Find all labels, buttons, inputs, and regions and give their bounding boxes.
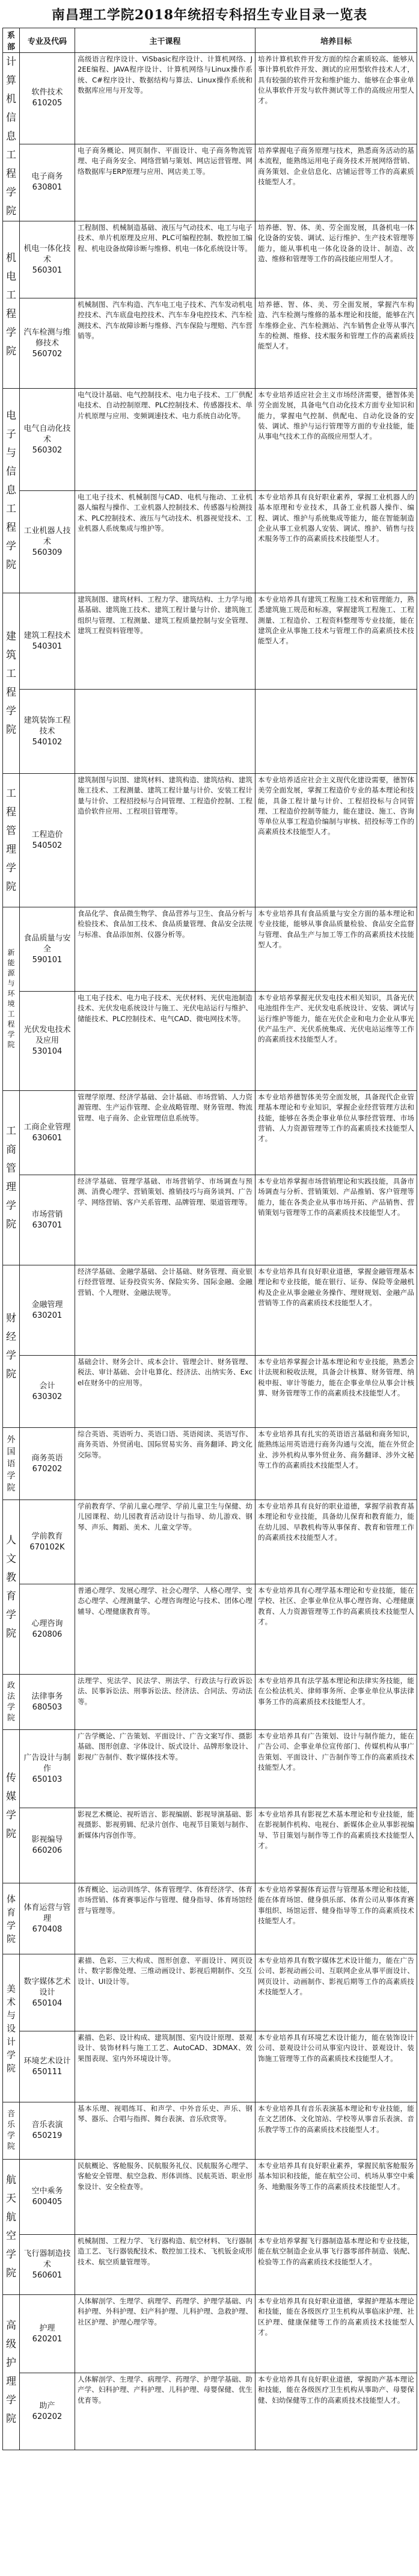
dept-cell: 工程管理学院: [3, 774, 20, 907]
major-cell: [20, 298, 75, 389]
major-cell: [20, 1356, 75, 1428]
major-cell: [20, 1265, 75, 1356]
major-code: 560301: [32, 265, 63, 275]
goal-cell: 本专业培养具有良好职业素养，掌握工业机器人的基本原理和专业技术，具备工业机器人操作、编程、调试、维护与系统集成等能力，能在智能制造企业从事工业机器人安装、调试、维护、销售与技术服务等工作的高素质技术技能型人才。: [255, 491, 417, 593]
header-dept: 系部: [3, 28, 20, 53]
courses-cell: 人体解剖学、生理学、病理学、药理学、护理学基础、助产学、妇科护理、产科护理、儿科护理、母婴保健、优生优育等。: [75, 2373, 255, 2450]
major-code: 680503: [32, 1702, 63, 1712]
table-header-row: [3, 28, 417, 53]
major-name: 广告设计与制作: [23, 1753, 71, 1773]
goal-cell: 本专业培养适应社会主义市场经济需要，德智体美劳全面发展，具备电气自动化技术方面专业知识和能力，掌握电气控制、供配电、自动化设备的安装、调试、维护与运行管理等方面的专业技能，能从事电气技术工作的高级应用型人才。: [255, 389, 417, 491]
dept-cell: 建筑工程学院: [3, 593, 20, 774]
major-name: 软件技术: [31, 88, 63, 97]
major-name: 护理: [39, 2323, 55, 2333]
table-row: [3, 1954, 417, 2031]
major-name: 建筑装饰工程技术: [23, 715, 71, 736]
major-name: 心理咨询: [31, 1619, 63, 1628]
goal-cell: 本专业培养具有广告策划、设计与制作能力，能在广告公司、企事业单位宣传部门、传媒机构从事广告策划、平面设计、广告制作等工作的高素质技术技能型人才。: [255, 1730, 417, 1808]
major-cell: [20, 53, 75, 144]
table-row: [3, 389, 417, 491]
courses-cell: 食品化学、食品微生物学、食品营养与卫生、食品分析与检验技术、食品加工技术、食品质量管理、食品安全法规与标准、食品添加剂、仪器分析等。: [75, 907, 255, 992]
major-code: 540502: [32, 841, 63, 850]
major-name: 环境艺术设计: [23, 2056, 71, 2066]
courses-cell: [75, 690, 255, 774]
goal-cell: [255, 690, 417, 774]
major-code: 670102K: [29, 1542, 65, 1552]
table-row: [3, 774, 417, 907]
courses-cell: 电子商务概论、网页制作、平面设计、电子商务物流管理、电子商务安全、网络营销与策划、网店运营管理、网络数据库与ERP原理与应用、网店美工等。: [75, 144, 255, 221]
major-code: 650104: [32, 1998, 63, 2008]
major-name: 会计: [39, 1381, 55, 1391]
major-cell: [20, 1584, 75, 1675]
table-row: [3, 593, 417, 690]
major-cell: [20, 2235, 75, 2295]
dept-cell: 航天航空学院: [3, 2160, 20, 2295]
courses-cell: 工程制图、机械制造基础、液压与气动技术、电工与电子技术、单片机原理及应用、PLC可编程控制、数控加工编程、机电设备故障诊断与维修、机电一体化系统设计等。: [75, 221, 255, 298]
major-cell: [20, 1883, 75, 1954]
goal-cell: 本专业培养德智体美劳全面发展，具备现代企业管理基本理论和专业知识，掌握企业经营管理方法和技能，能够在各类企事业单位从事经营管理、市场营销、人力资源管理等工作的高素质技术技能型人才。: [255, 1091, 417, 1175]
goal-cell: 本专业培养掌握光伏发电技术相关知识，具备光伏电池组件生产、光伏发电系统设计、安装、调试与运行维护等能力，能在光伏企业和电力企业从事光伏产品生产、光伏系统集成、光伏电站运维等工作的高素质技术技能型人才。: [255, 992, 417, 1091]
major-code: 650103: [32, 1774, 63, 1784]
goal-cell: 本专业培养掌握飞行器制造基本理论和专业技能，能在航空制造企业从事飞行器零部件制造、装配、检验等工作的高素质技术技能型人才。: [255, 2235, 417, 2295]
courses-cell: 人体解剖学、生理学、病理学、药理学、护理学基础、内科护理、外科护理、妇产科护理、儿科护理、急救护理、社区护理、护理心理学等。: [75, 2295, 255, 2373]
goal-cell: 本专业培养具有扎实的英语语言基础和商务知识，能熟练运用英语进行商务沟通与交流，能在外贸企业、涉外机构从事外贸业务、商务翻译、涉外文秘等工作的高素质技术技能型人才。: [255, 1428, 417, 1500]
major-cell: [20, 593, 75, 690]
major-code: 540102: [32, 737, 63, 747]
dept-cell: 美术与设计学院: [3, 1954, 20, 2102]
major-name: 市场营销: [31, 1209, 63, 1219]
major-cell: [20, 144, 75, 221]
table-row: [3, 221, 417, 298]
table-row: [3, 2235, 417, 2295]
major-cell: [20, 1730, 75, 1808]
major-name: 工业机器人技术: [23, 526, 71, 546]
goal-cell: 本专业培养具有食品质量与安全方面的基本理论和专业技能，能够从事食品质量检验、食品安全监督与管理、食品生产与加工等工作的高素质技术技能型人才。: [255, 907, 417, 992]
major-code: 600405: [32, 2198, 63, 2207]
dept-cell: 财经学院: [3, 1265, 20, 1428]
major-name: 机电一体化技术: [23, 244, 71, 264]
table-row: [3, 1584, 417, 1675]
major-code: 630701: [32, 1220, 63, 1230]
major-cell: [20, 2295, 75, 2373]
courses-cell: 机械制图、汽车构造、汽车电工电子技术、汽车发动机电控技术、汽车底盘电控技术、汽车车身电控技术、汽车检测技术、汽车故障诊断与维修、汽车保险与理赔、汽车营销等。: [75, 298, 255, 389]
major-code: 630801: [32, 183, 63, 193]
dept-cell: 体育学院: [3, 1883, 20, 1954]
courses-cell: 法理学、宪法学、民法学、刑法学、行政法与行政诉讼法、民事诉讼法、刑事诉讼法、经济法、合同法、劳动法等。: [75, 1675, 255, 1730]
major-code: 670202: [32, 1464, 63, 1474]
goal-cell: 本专业培养具有良好职业道德，掌握金融管理基本理论和专业技能，能在银行、证券、保险等金融机构及企业从事金融业务操作、理财规划、金融产品营销等工作的高素质技术技能型人才。: [255, 1265, 417, 1356]
major-code: 610205: [32, 99, 63, 108]
courses-cell: 影视艺术概论、视听语言、影视编剧、影视导演基础、影视摄影、影视剪辑、纪录片创作、电视节目策划与制作、新媒体内容创作等。: [75, 1808, 255, 1883]
table-row: [3, 1730, 417, 1808]
table-row: [3, 2031, 417, 2102]
major-cell: [20, 389, 75, 491]
goal-cell: 培养掌握电子商务原理与技术，熟悉商务活动的基本流程，能熟练运用电子商务技术开展网络营销、商务策划、企业信息化、店铺运营等工作的高素质技能型人才。: [255, 144, 417, 221]
table-row: [3, 144, 417, 221]
major-cell: [20, 1954, 75, 2031]
major-cell: [20, 1500, 75, 1584]
major-code: 530104: [32, 1047, 63, 1056]
major-name: 空中乘务: [31, 2187, 63, 2196]
table-row: [3, 2160, 417, 2235]
header-goal: 培养目标: [255, 28, 417, 53]
header-major: 专业及代码: [20, 28, 75, 53]
goal-cell: 本专业培养具有心理学基本理论和专业技能，能在学校、社区、企事业单位从事心理咨询、心理健康教育、人力资源管理等工作的高素质技术技能型人才。: [255, 1584, 417, 1675]
major-code: 590101: [32, 955, 63, 965]
table-row: [3, 907, 417, 992]
goal-cell: 本专业培养掌握体育运营与管理基本理论和技能，能在体育场馆、健身俱乐部、体育公司从事体育赛事组织、场馆运营、健身指导等工作的高素质技术技能型人才。: [255, 1883, 417, 1954]
table-row: [3, 1675, 417, 1730]
goal-cell: 本专业培养具有良好职业素养，掌握民航客舱服务基本知识和技能，能在航空公司、机场从事空中乘务、地勤服务等工作的高素质技术技能型人才。: [255, 2160, 417, 2235]
major-name: 音乐表演: [31, 2120, 63, 2130]
goal-cell: 本专业培养具有环境艺术设计能力，能在装饰设计公司、景观设计公司从事室内设计、景观设计、装饰施工管理等工作的高素质技术技能型人才。: [255, 2031, 417, 2102]
major-name: 电气自动化技术: [23, 424, 71, 444]
major-code: 650219: [32, 2131, 63, 2140]
courses-cell: 综合英语、英语听力、英语口语、英语阅读、英语写作、商务英语、外贸函电、国际贸易实务、商务翻译、跨文化交际等。: [75, 1428, 255, 1500]
goal-cell: 本专业培养具有建筑工程施工技术和管理能力，熟悉建筑施工规范和标准，掌握建筑工程施工、工程测量、工程造价、工程资料整理等专业技能，能在建筑企业从事施工技术与管理工作的高素质技术技能型人才。: [255, 593, 417, 690]
courses-cell: 学前教育学、学前儿童心理学、学前儿童卫生与保健、幼儿园课程、幼儿园教育活动设计与指导、幼儿游戏、钢琴、声乐、舞蹈、美术、儿童文学等。: [75, 1500, 255, 1584]
courses-cell: 民航概论、客舱服务、民航服务礼仪、民航服务心理学、客舱安全管理、航空急救、形体训练、民航英语、职业形象设计、安全检查等。: [75, 2160, 255, 2235]
courses-cell: 基本乐理、视唱练耳、和声学、中外音乐史、声乐、钢琴、器乐、合唱与指挥、舞台表演、音乐欣赏等。: [75, 2102, 255, 2160]
major-cell: [20, 1175, 75, 1265]
major-name: 汽车检测与维修技术: [23, 327, 71, 348]
major-code: 560302: [32, 445, 63, 455]
table-row: [3, 491, 417, 593]
major-code: 560309: [32, 548, 63, 557]
courses-cell: 电工电子技术、机械制图与CAD、电机与拖动、工业机器人编程与操作、工业机器人控制技术、传感器与检测技术、PLC控制技术、液压与气动技术、机器视觉技术、工业机器人系统集成与维护等。: [75, 491, 255, 593]
goal-cell: 培养德、智、体、美、劳全面发展，掌握汽车构造、汽车检测与维修的基本理论和技能，能够在汽车维修企业、汽车检测站、汽车销售企业等从事汽车的检测、维修、技术服务和管理工作的高素质技能型人才。: [255, 298, 417, 389]
major-name: 数字媒体艺术设计: [23, 1977, 71, 1997]
major-code: 670408: [32, 1924, 63, 1934]
major-cell: [20, 2160, 75, 2235]
table-row: [3, 1428, 417, 1500]
major-name: 食品质量与安全: [23, 933, 71, 954]
courses-cell: 高级语言程序设计、ViSbasic程序设计、计算机网络、J2EE编程、JAVA程序设计、计算机网络与Linux操作系统、C#程序设计、数据结构与算法、Linux操作系统和数据库应用与开发等。: [75, 53, 255, 144]
dept-cell: 电子与信息工程学院: [3, 389, 20, 593]
courses-cell: 经济学基础、管理学基础、市场营销学、市场调查与预测、消费心理学、营销策划、推销技巧与商务谈判、广告学、网络营销、客户关系管理、品牌管理、渠道管理等。: [75, 1175, 255, 1265]
major-name: 光伏发电技术及应用: [23, 1025, 71, 1045]
courses-cell: 素描、色彩、设计构成、建筑制图、室内设计原理、景观设计、装饰材料与施工工艺、AutoCAD、3DMAX、效果图表现、室内外环境设计等。: [75, 2031, 255, 2102]
major-cell: [20, 1808, 75, 1883]
table-row: [3, 53, 417, 144]
dept-cell: 机电工程学院: [3, 221, 20, 389]
goal-cell: 培养德、智、体、美、劳全面发展，具备机电一体化设备的安装、调试、运行维护、生产技术管理等能力，能从事机电一体化设备的设计、制造、改造、维修和管理等工作的高技能应用型人才。: [255, 221, 417, 298]
table-row: [3, 690, 417, 774]
courses-cell: 普通心理学、发展心理学、社会心理学、人格心理学、变态心理学、心理测量学、心理咨询理论与技术、团体心理辅导、心理健康教育等。: [75, 1584, 255, 1675]
major-cell: [20, 992, 75, 1091]
courses-cell: 建筑制图、建筑材料、工程力学、建筑结构、土力学与地基基础、建筑施工技术、建筑工程计量与计价、建筑施工组织与管理、工程测量、建筑工程质量控制与安全管理、建筑工程资料管理等。: [75, 593, 255, 690]
courses-cell: 素描、色彩、三大构成、图形创意、平面设计、网页设计、数字影像处理、三维动画设计、影视后期制作、交互设计、UI设计等。: [75, 1954, 255, 2031]
courses-cell: 基础会计、财务会计、成本会计、管理会计、财务管理、税法、审计基础、会计电算化、经济法、出纳实务、Excel在财务中的应用等。: [75, 1356, 255, 1428]
dept-cell: 人文教育学院: [3, 1500, 20, 1675]
table-row: [3, 1808, 417, 1883]
courses-cell: 经济学基础、金融学基础、会计基础、财务管理、商业银行经营管理、证券投资实务、保险实务、国际金融、金融营销、个人理财、金融法规等。: [75, 1265, 255, 1356]
major-code: 620201: [32, 2334, 63, 2344]
major-name: 建筑工程技术: [23, 631, 71, 640]
goal-cell: 本专业培养具有影视艺术基本理论和专业技能，能在影视制作机构、电视台、新媒体企业从事影视编导、节目策划与制作等工作的高素质技术技能型人才。: [255, 1808, 417, 1883]
dept-cell: 工商管理学院: [3, 1091, 20, 1265]
major-name: 助产: [39, 2401, 55, 2411]
courses-cell: 体育概论、运动训练学、体育管理学、体育经济学、体育市场营销、体育赛事运作与管理、健身指导、体育场馆经营与管理等。: [75, 1883, 255, 1954]
dept-cell: 外国语学院: [3, 1428, 20, 1500]
major-cell: [20, 690, 75, 774]
major-name: 工商企业管理: [23, 1122, 71, 1132]
major-code: 540301: [32, 641, 63, 651]
dept-cell: 计算机信息工程学院: [3, 53, 20, 221]
goal-cell: 本专业培养掌握市场营销理论和实践技能，具备市场调查与分析、营销策划、产品推销、客户管理等能力，能在各类企业从事市场开拓、产品销售、营销策划与管理等工作的高素质技术技能型人才。: [255, 1175, 417, 1265]
major-code: 560702: [32, 349, 63, 359]
major-name: 飞行器制造技术: [23, 2249, 71, 2269]
goal-cell: 本专业培养具有良好的职业道德，掌握学前教育基本理论和专业技能，具备幼儿保育和教育能力，能在幼儿园、早教机构等从事保育、教育和管理工作的高素质技术技能型人才。: [255, 1500, 417, 1584]
table-row: [3, 1265, 417, 1356]
courses-cell: 电气设计基础、电气控制技术、电力电子技术、工厂供配电技术、自动控制原理、PLC控制技术、传感器技术、单片机原理与应用、变频调速技术、电力系统自动化等。: [75, 389, 255, 491]
major-name: 法律事务: [31, 1691, 63, 1701]
major-cell: [20, 1091, 75, 1175]
table-row: [3, 298, 417, 389]
major-cell: [20, 774, 75, 907]
header-courses: 主干课程: [75, 28, 255, 53]
major-code: 630201: [32, 1311, 63, 1320]
goal-cell: 本专业培养具有良好职业道德，掌握护理基本理论和技能，能在各级医疗卫生机构从事临床护理、社区护理、健康保健等工作的高素质技术技能型人才。: [255, 2295, 417, 2373]
major-cell: [20, 1428, 75, 1500]
courses-cell: 广告学概论、广告策划、平面设计、广告文案写作、摄影基础、图形创意、字体设计、版式设计、品牌形象设计、影视广告制作、数字媒体技术等。: [75, 1730, 255, 1808]
table-row: [3, 2295, 417, 2373]
table-row: [3, 1091, 417, 1175]
major-cell: [20, 2102, 75, 2160]
page-title: 南昌理工学院2018年统招专科招生专业目录一览表: [51, 7, 368, 23]
table-row: [3, 2373, 417, 2450]
goal-cell: 本专业培养适应社会主义现代化建设需要，德智体美劳全面发展，掌握工程造价专业的基本理论和技能，具备工程计量与计价、工程招投标与合同管理、工程造价控制等能力，能在建设、施工、咨询等单位从事工程造价编制与审核、招投标等工作的高素质技术技能型人才。: [255, 774, 417, 907]
major-cell: [20, 491, 75, 593]
goal-cell: 本专业培养具有音乐表演基本理论和专业技能，能在文艺团体、文化馆站、学校等从事音乐表演、音乐教学等工作的高素质技术技能型人才。: [255, 2102, 417, 2160]
table-row: [3, 1356, 417, 1428]
dept-cell: 政法学院: [3, 1675, 20, 1730]
major-name: 体育运营与管理: [23, 1903, 71, 1923]
major-catalog-table: [2, 28, 417, 2450]
major-code: 630601: [32, 1133, 63, 1143]
major-name: 影视编导: [31, 1835, 63, 1844]
courses-cell: 管理学原理、经济学基础、会计基础、市场营销、人力资源管理、生产运作管理、企业战略管理、财务管理、物流管理、电子商务、企业管理信息系统等。: [75, 1091, 255, 1175]
major-code: 620806: [32, 1629, 63, 1639]
major-code: 560601: [32, 2270, 63, 2280]
major-cell: [20, 221, 75, 298]
dept-cell: 新能源与环境工程学院: [3, 907, 20, 1091]
major-name: 金融管理: [31, 1300, 63, 1309]
major-code: 660206: [32, 1846, 63, 1855]
courses-cell: 机械制图、工程力学、飞行器构造、航空材料、飞行器制造工艺、飞行器装配技术、数控加工技术、飞机钣金成形技术、航空质量管理等。: [75, 2235, 255, 2295]
table-row: [3, 992, 417, 1091]
major-name: 商务英语: [31, 1453, 63, 1463]
major-cell: [20, 907, 75, 992]
major-cell: [20, 2373, 75, 2450]
major-code: 620202: [32, 2412, 63, 2421]
goal-cell: 本专业培养掌握会计基本理论和专业技能，熟悉会计法规和税收法规，具备会计核算、财务管理、纳税申报、审计等能力，能在企事业单位从事会计核算、财务管理等工作的高素质技术技能型人才。: [255, 1356, 417, 1428]
dept-cell: 传媒学院: [3, 1730, 20, 1883]
major-code: 630302: [32, 1392, 63, 1401]
goal-cell: 本专业培养具有数字媒体艺术设计能力，能在广告公司、影视动画公司、互联网企业从事平面设计、网页设计、动画制作、影视后期等工作的高素质技术技能型人才。: [255, 1954, 417, 2031]
table-row: [3, 2102, 417, 2160]
courses-cell: 电工电子技术、电力电子技术、光伏材料、光伏电池制造技术、光伏发电系统设计与施工、光伏电站运行与维护、储能技术、PLC控制技术、电气CAD、微电网技术等。: [75, 992, 255, 1091]
major-code: 650111: [32, 2067, 63, 2077]
goal-cell: 本专业培养具有良好职业道德，掌握助产基本理论和技能，能在各级医疗卫生机构从事助产、母婴保健、妇幼保健等工作的高素质技术技能型人才。: [255, 2373, 417, 2450]
table-row: [3, 1883, 417, 1954]
table-row: [3, 1175, 417, 1265]
dept-cell: 音乐学院: [3, 2102, 20, 2160]
major-name: 学前教育: [31, 1531, 63, 1541]
major-name: 工程造价: [31, 830, 63, 839]
dept-cell: 高级护理学院: [3, 2295, 20, 2450]
major-cell: [20, 2031, 75, 2102]
table-row: [3, 1500, 417, 1584]
goal-cell: 本专业培养具有法学基本理论和法律实务技能，能在公检法机关、律师事务所、企事业单位从事法律事务工作的高素质技术技能型人才。: [255, 1675, 417, 1730]
goal-cell: 培养计算机软件开发方面的综合素质较高、能够从事计算机软件开发、测试的应用型软件技术人才，具有较强的软件开发和维护能力、能够在企事业单位从事软件开发与软件测试等工作的高级应用型人才。: [255, 53, 417, 144]
courses-cell: 建筑制图与识图、建筑材料、建筑构造、建筑结构、建筑施工技术、工程测量、建筑工程计量与计价、安装工程计量与计价、工程招投标与合同管理、工程造价控制、工程造价软件应用、工程项目管理等。: [75, 774, 255, 907]
major-name: 电子商务: [31, 172, 63, 182]
major-cell: [20, 1675, 75, 1730]
